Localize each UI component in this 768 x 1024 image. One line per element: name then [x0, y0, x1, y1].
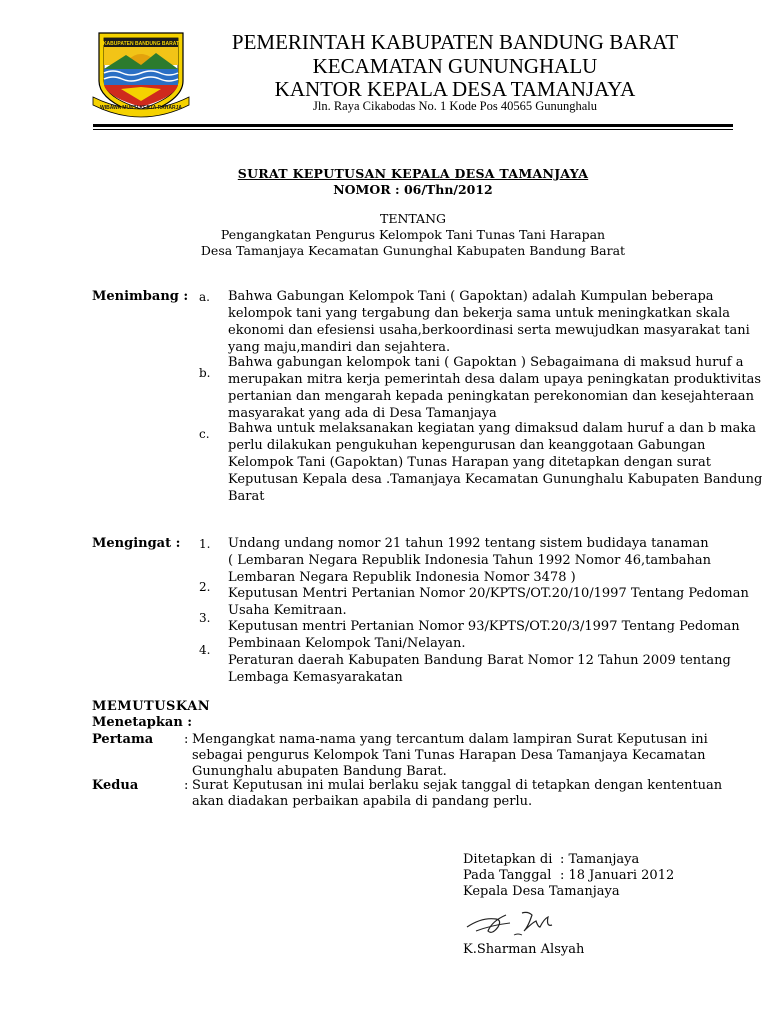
letterhead-line-2: KECAMATAN GUNUNGHALU — [312, 54, 598, 78]
mengingat-2-line-1: Keputusan Mentri Pertanian Nomor 20/KPTS/OT.20/10/1997 Tentang Pedoman — [228, 586, 749, 601]
menimbang-a-line-1: Bahwa Gabungan Kelompok Tani ( Gapoktan) adalah Kumpulan beberapa — [228, 289, 714, 304]
letterhead-divider-thin — [93, 129, 733, 130]
pertama-line-2: sebagai pengurus Kelompok Tani Tunas Harapan Desa Tamanjaya Kecamatan — [192, 748, 706, 763]
menimbang-c-line-2: perlu dilakukan pengukuhan kepengurusan dan keanggotaan Gabungan — [228, 438, 706, 453]
mengingat-4-line-1: Peraturan daerah Kabupaten Bandung Barat Nomor 12 Tahun 2009 tentang — [228, 653, 731, 668]
mengingat-4-line-2: Lembaga Kemasyarakatan — [228, 670, 403, 685]
kedua-label: Kedua — [92, 778, 139, 793]
menimbang-c-line-1: Bahwa untuk melaksanakan kegiatan yang dimaksud dalam huruf a dan b maka — [228, 421, 756, 436]
menimbang-marker-c: c. — [199, 427, 210, 441]
mengingat-label: Mengingat : — [92, 536, 181, 551]
menimbang-b-line-3: pertanian dan mengarah kepada peningkatan perekonomian dan kesejahteraan — [228, 389, 754, 404]
pertama-label: Pertama — [92, 732, 154, 747]
handwritten-signature — [462, 905, 572, 943]
menimbang-marker-b: b. — [199, 366, 211, 380]
kedua-line-2: akan diadakan perbaikan apabila di pandang perlu. — [192, 794, 533, 809]
kedua-line-1: Surat Keputusan ini mulai berlaku sejak tanggal di tetapkan dengan kententuan — [192, 778, 723, 793]
mengingat-marker-3: 3. — [199, 611, 211, 625]
ditetapkan-label: Ditetapkan di — [463, 852, 553, 867]
menimbang-a-line-3: ekonomi dan efesiensi usaha,berkoordinasi serta mewujudkan masyarakat tani — [228, 323, 750, 338]
letterhead-line-1: PEMERINTAH KABUPATEN BANDUNG BARAT — [231, 30, 679, 54]
pertama-colon: : — [184, 732, 189, 747]
menimbang-c-line-4: Keputusan Kepala desa .Tamanjaya Kecamatan Gununghalu Kabupaten Bandung — [228, 472, 763, 487]
menimbang-b-line-1: Bahwa gabungan kelompok tani ( Gapoktan ) Sebagaimana di maksud huruf a — [228, 355, 744, 370]
mengingat-3-line-2: Pembinaan Kelompok Tani/Nelayan. — [228, 636, 466, 651]
logo-motto-text: WIBAWA MUKTI KERTA RAHARJA — [99, 105, 183, 111]
decree-number: NOMOR : 06/Thn/2012 — [333, 182, 493, 197]
signatory-position: Kepala Desa Tamanjaya — [463, 884, 620, 899]
tanggal-label: Pada Tanggal — [463, 868, 552, 883]
menimbang-c-line-5: Barat — [228, 489, 265, 504]
mengingat-1-line-2: ( Lembaran Negara Republik Indonesia Tahun 1992 Nomor 46,tambahan — [228, 553, 712, 568]
letterhead-divider-thick — [93, 124, 733, 127]
mengingat-marker-1: 1. — [199, 537, 211, 551]
mengingat-1-line-3: Lembaran Negara Republik Indonesia Nomor 3478 ) — [228, 570, 576, 585]
regency-logo — [91, 29, 191, 119]
signatory-name: K.Sharman Alsyah — [463, 942, 585, 957]
ditetapkan-value: : Tamanjaya — [560, 852, 640, 867]
decree-subject-line-1: Pengangkatan Pengurus Kelompok Tani Tunas Tani Harapan — [220, 227, 606, 242]
letterhead-address: Jln. Raya Cikabodas No. 1 Kode Pos 40565 Gununghalu — [312, 99, 597, 113]
mengingat-3-line-1: Keputusan mentri Pertanian Nomor 93/KPTS/OT.20/3/1997 Tentang Pedoman — [228, 619, 740, 634]
mengingat-marker-2: 2. — [199, 580, 211, 594]
menimbang-b-line-4: masyarakat yang ada di Desa Tamanjaya — [228, 406, 497, 421]
mengingat-1-line-1: Undang undang nomor 21 tahun 1992 tentang sistem budidaya tanaman — [228, 536, 709, 551]
menimbang-marker-a: a. — [199, 290, 210, 304]
pertama-line-1: Mengangkat nama-nama yang tercantum dalam lampiran Surat Keputusan ini — [192, 732, 708, 747]
letterhead-line-3: KANTOR KEPALA DESA TAMANJAYA — [274, 77, 636, 101]
decree-heading: SURAT KEPUTUSAN KEPALA DESA TAMANJAYA — [237, 166, 589, 181]
menimbang-b-line-2: merupakan mitra kerja pemerintah desa dalam upaya peningkatan produktivitas — [228, 372, 762, 387]
pertama-line-3: Gununghalu abupaten Bandung Barat. — [192, 764, 447, 779]
decree-about: TENTANG — [379, 211, 446, 226]
kedua-colon: : — [184, 778, 189, 793]
logo-banner-text: KABUPATEN BANDUNG BARAT — [102, 41, 180, 47]
menimbang-a-line-2: kelompok tani yang tergabung dan bekerja sama untuk meningkatkan skala — [228, 306, 731, 321]
mengingat-2-line-2: Usaha Kemitraan. — [228, 603, 347, 618]
memutuskan-heading: MEMUTUSKAN — [92, 699, 211, 714]
menimbang-a-line-4: yang maju,mandiri dan sejahtera. — [228, 340, 451, 355]
menimbang-c-line-3: Kelompok Tani (Gapoktan) Tunas Harapan yang ditetapkan dengan surat — [228, 455, 711, 470]
regency-logo-emblem — [91, 29, 191, 119]
decree-subject-line-2: Desa Tamanjaya Kecamatan Gununghal Kabupaten Bandung Barat — [200, 243, 626, 258]
mengingat-marker-4: 4. — [199, 643, 211, 657]
menetapkan-label: Menetapkan : — [92, 715, 193, 730]
tanggal-value: : 18 Januari 2012 — [560, 868, 675, 883]
menimbang-label: Menimbang : — [92, 289, 189, 304]
